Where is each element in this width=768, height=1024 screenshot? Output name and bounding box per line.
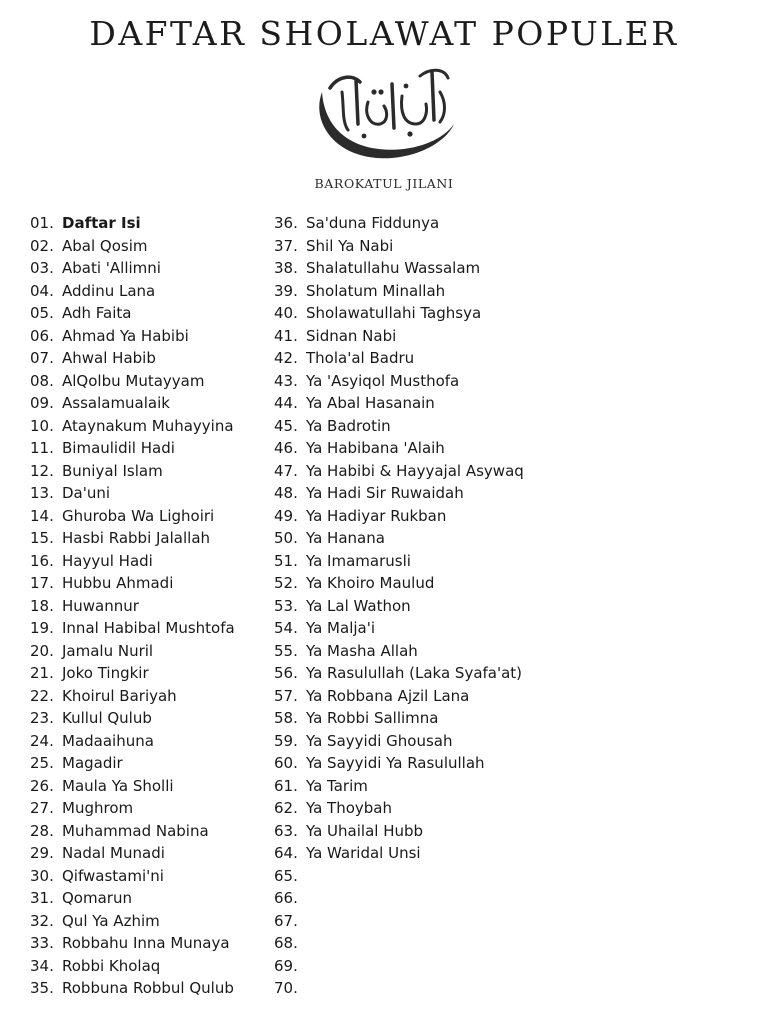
- list-item: [274, 707, 524, 730]
- item-number: 69.: [274, 956, 298, 975]
- item-title: Hayyul Hadi: [62, 551, 153, 570]
- list-item: [30, 662, 235, 685]
- list-item: [30, 842, 235, 865]
- list-item: [30, 302, 235, 325]
- list-item: [30, 775, 235, 798]
- item-title: Ya Hadi Sir Ruwaidah: [306, 484, 464, 502]
- list-item: [30, 572, 235, 595]
- item-title: Nadal Munadi: [62, 844, 165, 862]
- list-item: [274, 910, 524, 933]
- list-item: [274, 212, 524, 235]
- list-item: [274, 955, 524, 978]
- item-number: 29.: [30, 844, 54, 862]
- list-item: [274, 932, 524, 955]
- item-title: Maula Ya Sholli: [62, 776, 174, 795]
- list-item: [30, 482, 235, 505]
- item-title: Joko Tingkir: [62, 664, 149, 682]
- list-item: [274, 370, 524, 393]
- item-title: Kullul Qulub: [62, 709, 152, 727]
- sholawat-list-right: [274, 212, 524, 1000]
- list-item: [274, 662, 524, 685]
- item-title: Buniyal Islam: [62, 461, 163, 480]
- item-number: 56.: [274, 664, 298, 682]
- item-title: Robbi Kholaq: [62, 956, 161, 975]
- item-title: Bimaulidil Hadi: [62, 439, 175, 457]
- item-number: 32.: [30, 911, 54, 930]
- list-item: [274, 572, 524, 595]
- list-item: [274, 392, 524, 415]
- item-number: 14.: [30, 506, 54, 525]
- item-number: 05.: [30, 304, 54, 322]
- list-item: [30, 820, 235, 843]
- item-title: Ya Imamarusli: [306, 551, 411, 570]
- item-number: 21.: [30, 664, 54, 682]
- item-number: 04.: [30, 281, 54, 300]
- item-number: 33.: [30, 934, 54, 952]
- item-title: Robbuna Robbul Qulub: [62, 979, 234, 997]
- item-title: Sholawatullahi Taghsya: [306, 304, 482, 322]
- item-title: Da'uni: [62, 484, 111, 502]
- item-number: 02.: [30, 236, 54, 255]
- item-number: 40.: [274, 304, 298, 322]
- item-title: AlQolbu Mutayyam: [62, 371, 205, 390]
- item-title: Ya Habibi & Hayyajal Asywaq: [306, 461, 524, 480]
- item-number: 03.: [30, 259, 54, 277]
- item-title: Ataynakum Muhayyina: [62, 416, 234, 435]
- item-number: 09.: [30, 394, 54, 412]
- item-number: 11.: [30, 439, 54, 457]
- item-number: 53.: [274, 596, 298, 615]
- item-title: Mughrom: [62, 799, 134, 817]
- item-title: Jamalu Nuril: [62, 641, 154, 660]
- item-title: Ya Hanana: [306, 529, 385, 547]
- item-title: Qifwastami'ni: [62, 866, 164, 885]
- item-number: 60.: [274, 754, 298, 772]
- item-number: 55.: [274, 641, 298, 660]
- brand-name: BAROKATUL JILANI: [314, 176, 454, 191]
- item-title: Ya Habibana 'Alaih: [306, 439, 445, 457]
- item-number: 49.: [274, 506, 298, 525]
- item-number: 43.: [274, 371, 298, 390]
- item-title: Robbahu Inna Munaya: [62, 934, 230, 952]
- item-title: Ya Rasulullah (Laka Syafa'at): [306, 664, 523, 682]
- item-title: Ya Sayyidi Ya Rasulullah: [306, 754, 485, 772]
- item-number: 20.: [30, 641, 54, 660]
- item-title: Ya Hadiyar Rukban: [306, 506, 447, 525]
- item-number: 41.: [274, 326, 298, 345]
- list-item: [30, 505, 235, 528]
- list-item: [30, 460, 235, 483]
- item-number: 61.: [274, 776, 298, 795]
- page-title: DAFTAR SHOLAWAT POPULER: [89, 14, 679, 53]
- item-number: 07.: [30, 349, 54, 367]
- item-title: Sa'duna Fiddunya: [306, 214, 440, 232]
- list-item: [30, 797, 235, 820]
- calligraphy-logo-icon: [308, 62, 460, 168]
- list-item: [30, 415, 235, 438]
- list-item: [274, 527, 524, 550]
- list-item: [274, 235, 524, 258]
- item-title: Adh Faita: [62, 304, 132, 322]
- item-number: 62.: [274, 799, 298, 817]
- item-title: Ya Robbi Sallimna: [306, 709, 439, 727]
- item-number: 47.: [274, 461, 298, 480]
- item-number: 18.: [30, 596, 54, 615]
- item-title: Ya 'Asyiqol Musthofa: [306, 371, 460, 390]
- item-title: Daftar Isi: [62, 214, 141, 232]
- list-item: [274, 505, 524, 528]
- item-title: Shil Ya Nabi: [306, 236, 394, 255]
- list-item: [30, 730, 235, 753]
- item-title: Ya Waridal Unsi: [306, 844, 421, 862]
- item-title: Magadir: [62, 754, 123, 772]
- item-number: 22.: [30, 686, 54, 705]
- item-number: 66.: [274, 889, 298, 907]
- item-number: 48.: [274, 484, 298, 502]
- item-number: 13.: [30, 484, 54, 502]
- item-number: 46.: [274, 439, 298, 457]
- item-title: Hasbi Rabbi Jalallah: [62, 529, 211, 547]
- item-number: 23.: [30, 709, 54, 727]
- sholawat-list-left: [30, 212, 235, 1000]
- item-title: Ya Thoybah: [306, 799, 393, 817]
- item-number: 59.: [274, 731, 298, 750]
- item-number: 16.: [30, 551, 54, 570]
- item-title: Shalatullahu Wassalam: [306, 259, 481, 277]
- list-item: [274, 550, 524, 573]
- item-number: 36.: [274, 214, 298, 232]
- item-title: Thola'al Badru: [306, 349, 415, 367]
- list-item: [30, 257, 235, 280]
- list-item: [30, 550, 235, 573]
- item-number: 31.: [30, 889, 54, 907]
- list-item: [30, 347, 235, 370]
- item-number: 17.: [30, 574, 54, 592]
- list-item: [30, 370, 235, 393]
- list-item: [274, 257, 524, 280]
- item-number: 65.: [274, 866, 298, 885]
- list-item: [30, 392, 235, 415]
- list-item: [274, 482, 524, 505]
- item-number: 06.: [30, 326, 54, 345]
- item-number: 50.: [274, 529, 298, 547]
- item-title: Sholatum Minallah: [306, 281, 446, 300]
- list-item: [30, 910, 235, 933]
- item-number: 34.: [30, 956, 54, 975]
- item-title: Ya Lal Wathon: [306, 596, 411, 615]
- item-number: 24.: [30, 731, 54, 750]
- item-title: Ahmad Ya Habibi: [62, 326, 189, 345]
- item-title: Madaaihuna: [62, 731, 154, 750]
- list-item: [30, 707, 235, 730]
- list-item: [274, 865, 524, 888]
- list-item: [30, 325, 235, 348]
- list-item: [30, 437, 235, 460]
- item-title: Ya Masha Allah: [306, 641, 418, 660]
- list-item: [30, 527, 235, 550]
- list-item: [274, 640, 524, 663]
- list-item: [30, 955, 235, 978]
- item-number: 68.: [274, 934, 298, 952]
- item-number: 63.: [274, 821, 298, 840]
- item-number: 27.: [30, 799, 54, 817]
- list-item: [274, 437, 524, 460]
- list-item: [274, 347, 524, 370]
- list-item: [30, 235, 235, 258]
- item-number: 57.: [274, 686, 298, 705]
- item-title: Ya Badrotin: [306, 416, 391, 435]
- item-title: Sidnan Nabi: [306, 326, 397, 345]
- item-number: 25.: [30, 754, 54, 772]
- item-number: 12.: [30, 461, 54, 480]
- list-item: [30, 685, 235, 708]
- item-title: Ya Malja'i: [306, 619, 376, 637]
- list-item: [30, 887, 235, 910]
- item-title: Ya Robbana Ajzil Lana: [306, 686, 470, 705]
- item-title: Qul Ya Azhim: [62, 911, 160, 930]
- item-number: 15.: [30, 529, 54, 547]
- item-number: 35.: [30, 979, 54, 997]
- item-title: Muhammad Nabina: [62, 821, 209, 840]
- list-item: [274, 415, 524, 438]
- item-title: Ya Sayyidi Ghousah: [306, 731, 453, 750]
- item-title: Ya Uhailal Hubb: [306, 821, 424, 840]
- list-item: [30, 977, 235, 1000]
- item-number: 44.: [274, 394, 298, 412]
- item-title: Qomarun: [62, 889, 132, 907]
- list-item: [30, 752, 235, 775]
- item-title: Ghuroba Wa Lighoiri: [62, 506, 215, 525]
- item-title: Huwannur: [62, 596, 139, 615]
- list-item: [274, 302, 524, 325]
- list-item: [274, 280, 524, 303]
- item-title: Ya Abal Hasanain: [306, 394, 435, 412]
- list-item: [274, 730, 524, 753]
- item-title: Ahwal Habib: [62, 349, 156, 367]
- item-title: Innal Habibal Mushtofa: [62, 619, 235, 637]
- item-number: 45.: [274, 416, 298, 435]
- item-number: 51.: [274, 551, 298, 570]
- list-item: [274, 752, 524, 775]
- list-item: [274, 797, 524, 820]
- list-item: [274, 325, 524, 348]
- item-title: Khoirul Bariyah: [62, 686, 177, 705]
- item-number: 42.: [274, 349, 298, 367]
- list-item: [30, 932, 235, 955]
- item-title: Abal Qosim: [62, 236, 148, 255]
- item-number: 39.: [274, 281, 298, 300]
- list-item: [274, 977, 524, 1000]
- list-item: [274, 617, 524, 640]
- list-item: [30, 865, 235, 888]
- list-item: [274, 842, 524, 865]
- item-number: 58.: [274, 709, 298, 727]
- list-item: [30, 617, 235, 640]
- item-title: Ya Tarim: [306, 776, 368, 795]
- item-number: 26.: [30, 776, 54, 795]
- item-number: 28.: [30, 821, 54, 840]
- item-number: 37.: [274, 236, 298, 255]
- list-item: [274, 685, 524, 708]
- item-number: 01.: [30, 214, 54, 232]
- list-item: [274, 775, 524, 798]
- item-number: 70.: [274, 979, 298, 997]
- item-title: Addinu Lana: [62, 281, 156, 300]
- list-item: [30, 640, 235, 663]
- item-number: 08.: [30, 371, 54, 390]
- item-number: 30.: [30, 866, 54, 885]
- item-number: 38.: [274, 259, 298, 277]
- item-title: Abati 'Allimni: [62, 259, 161, 277]
- item-title: Hubbu Ahmadi: [62, 574, 174, 592]
- item-number: 10.: [30, 416, 54, 435]
- item-number: 67.: [274, 911, 298, 930]
- item-number: 19.: [30, 619, 54, 637]
- item-number: 52.: [274, 574, 298, 592]
- list-item: [274, 820, 524, 843]
- list-item: [30, 280, 235, 303]
- list-item: [30, 212, 235, 235]
- item-number: 64.: [274, 844, 298, 862]
- list-item: [274, 595, 524, 618]
- list-item: [30, 595, 235, 618]
- item-title: Ya Khoiro Maulud: [306, 574, 435, 592]
- item-number: 54.: [274, 619, 298, 637]
- item-title: Assalamualaik: [62, 394, 170, 412]
- list-item: [274, 460, 524, 483]
- list-item: [274, 887, 524, 910]
